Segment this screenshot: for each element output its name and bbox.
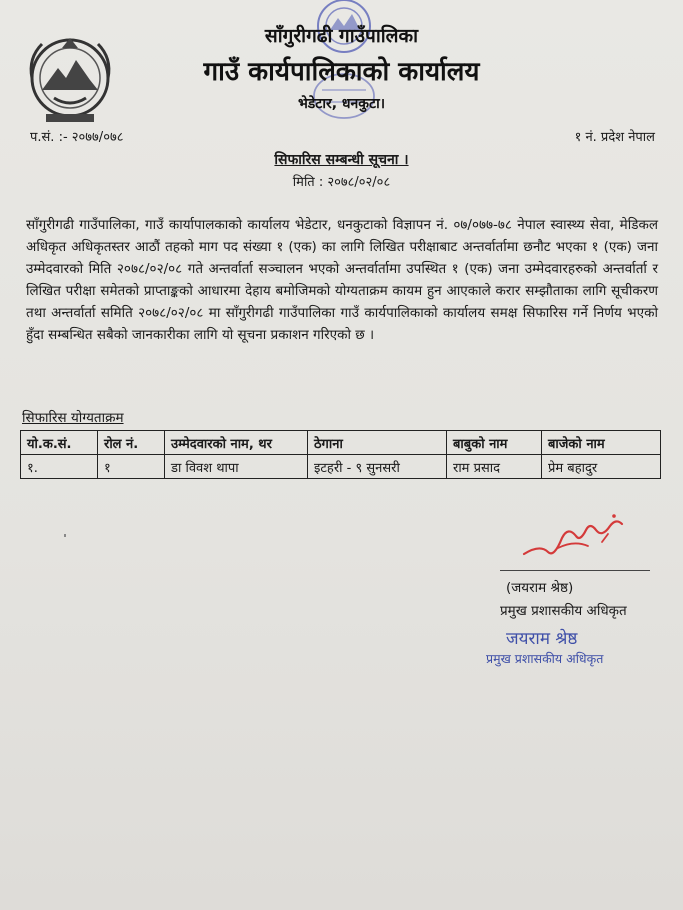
notice-date: मिति : २०७८/०२/०८ xyxy=(292,175,391,190)
table-row xyxy=(21,455,661,479)
cell-name: डा विवश थापा xyxy=(165,455,308,479)
col-roll: रोल नं. xyxy=(98,431,165,455)
paper-speck xyxy=(64,534,66,537)
stamp-post: प्रमुख प्रशासकीय अधिकृत xyxy=(486,651,604,666)
notice-body: साँगुरीगढी गाउँपालिका, गाउँ कार्यापालकाको कार्यालय भेडेटार, धनकुटाको विज्ञापन नं. ०७/०७७-७८ नेपाल स्वास्थ्य सेवा, मेडिकल अधिकृत अधिकृतस्तर आठौं तहको माग पद संख्या १ (एक) का लागि लिखित परीक्षाबाट अन्तर्वार्तामा छनौट भएका १ (एक) जना उम्मेदवारको मिति २०७८/०२/०८ गते अन्तर्वार्ता सञ्चालन भएको अन्तर्वार्तामा उपस्थित १ (एक) जना उम्मेदवारहरुको अन्तर्वार्ता र लिखित परीक्षा समेतको प्राप्ताङ्कको आधारमा देहाय बमोजिमको योग्यताक्रम कायम हुन आएकाले करार सम्झौताका लागि सूचीकरण तथा अन्तर्वार्ता समिति २०७८/०२/०८ मा साँगुरीगढी गाउँपालिका गाउँ कार्यपालिकाको कार्यालय समक्ष सिफारिस गर्ने निर्णय भएको हुँदा सम्बन्धित सबैको जानकारीका लागि यो सूचना प्रकाशन गरिएको छ । xyxy=(26,217,658,343)
col-address: ठेगाना xyxy=(308,431,447,455)
handwritten-signature xyxy=(518,508,628,564)
province-label: १ नं. प्रदेश नेपाल xyxy=(574,130,655,145)
notice-title: सिफारिस सम्बन्धी सूचना । xyxy=(274,152,409,168)
office-address: भेडेटार, धनकुटा। xyxy=(297,96,386,112)
reference-number: प.सं. :- २०७७/०७८ xyxy=(30,130,124,145)
cell-father: राम प्रसाद xyxy=(447,455,542,479)
cell-roll: १ xyxy=(98,455,165,479)
signature-line xyxy=(500,570,650,571)
col-father: बाबुको नाम xyxy=(447,431,542,455)
recommendation-heading: सिफारिस योग्यताक्रम xyxy=(22,410,124,426)
cell-grandfather: प्रेम बहादुर xyxy=(542,455,661,479)
cell-address: इटहरी - ९ सुनसरी xyxy=(308,455,447,479)
stamp-name: जयराम श्रेष्ठ xyxy=(506,629,578,649)
recommendation-table xyxy=(20,430,661,479)
municipality-name: साँगुरीगढी गाउँपालिका xyxy=(264,25,419,47)
signatory-name: (जयराम श्रेष्ठ) xyxy=(506,580,574,596)
table-header-row xyxy=(21,431,661,455)
office-name: गाउँ कार्यपालिकाको कार्यालय xyxy=(203,57,480,87)
col-name: उम्मेदवारको नाम, थर xyxy=(165,431,308,455)
signatory-post: प्रमुख प्रशासकीय अधिकृत xyxy=(500,603,627,619)
cell-serial: १. xyxy=(21,455,98,479)
col-serial: यो.क.सं. xyxy=(21,431,98,455)
col-grandfather: बाजेको नाम xyxy=(542,431,661,455)
